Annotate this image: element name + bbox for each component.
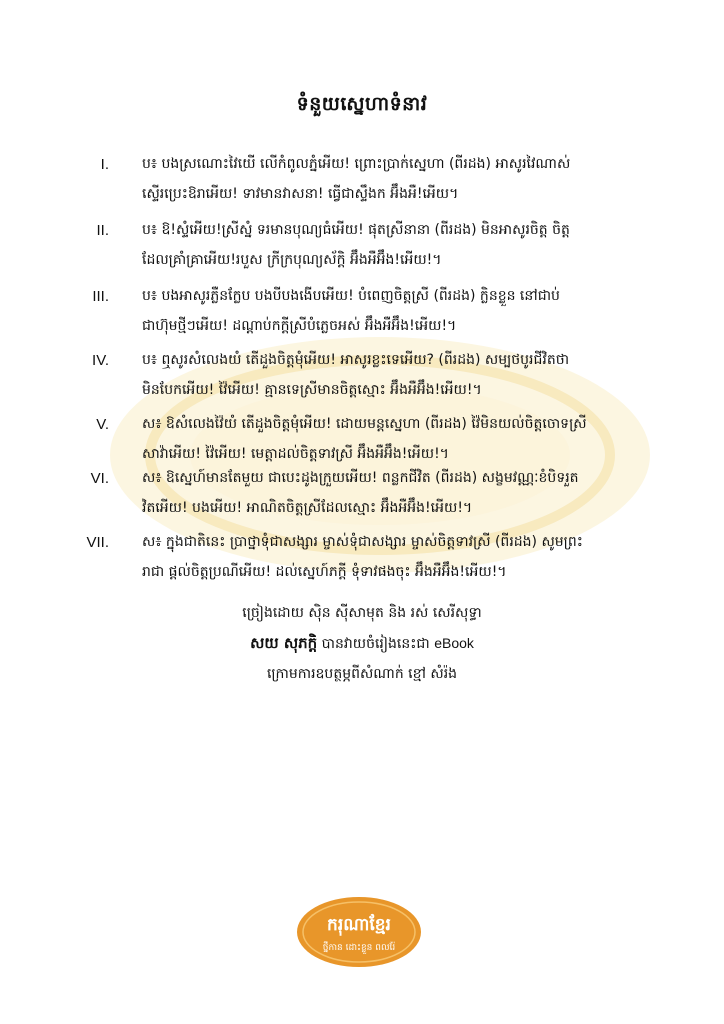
singer-credit: ច្រៀងដោយ ស៊ិន ស៊ីសាមុត និង រស់ សេរីសុទ្ធា (242, 605, 482, 621)
karuna-khmer-logo (296, 896, 422, 968)
logo-sub-text: ថ្នឹកាន ដោះខ្លួន ពលរ៉ែ (322, 943, 396, 953)
verse-line: ប៖ ឱ!ស្ទំអើយ!ស្រីស្នំ ទរមានបុណ្យធំអើយ! ផុតស្រីនានា (ពីរដង) មិនអាសូរចិត្ត ចិត្ត (142, 222, 570, 238)
verse-number: III. (92, 288, 109, 305)
verse-line: ស៖ ឱសំលេងវ៉ៃយំ តើដួងចិត្តមុំអើយ! ដោយមន្តស្នេហា (ពីរដង) វ៉ៃមិនយល់ចិត្តចោទស្រី (142, 416, 587, 432)
verse-number: II. (96, 222, 109, 239)
verse-line: ប៖ ឮសូរសំលេងយំ តើដួងចិត្តមុំអើយ! អាសូរខ្លះទេអើយ? (ពីរដង) សម្បថបូរជីវិតថា (142, 352, 570, 368)
sponsor-credit: ក្រោមការឧបត្ថម្ភពីសំណាក់ ខ្មៅ សំរ៉ង (266, 666, 458, 682)
verse-line: មិនបែកអើយ! វ៉ៃអើយ! គ្មានទេស្រីមានចិត្តស្មោះ អ៊ឹងអឺអ៊ឹង!អើយ!។ (142, 382, 482, 398)
verse-number: VI. (90, 470, 109, 487)
verse-line: រាជា ផ្តល់ចិត្តប្រណីអើយ! ដល់ស្នេហ៍ភក្តី ទុំទាវផងចុះ អ៊ឹងអឺអ៊ឹង!អើយ!។ (142, 564, 507, 580)
logo-main-text: ករុណាខ្មែរ (327, 915, 391, 935)
verse-line: ជាហ៊ុមថ្មីៗអើយ! ដណ្តាប់កក្តីស្រីបំភ្លេចអស់ អ៊ឹងអឺអ៊ឹង!អើយ!។ (142, 318, 457, 334)
verse-number: IV. (92, 352, 109, 369)
verse-line: ប៖ បងអាសូរភ្លឺនក្លែប បងបីបងងើបអើយ! បំពេញចិត្តស្រី (ពីរដង) ក្លិនខ្លួន នៅជាប់ (142, 288, 560, 304)
verse-number: VII. (86, 534, 109, 551)
verse-line: សាវ៉ាអើយ! វ៉ៃអើយ! មេត្តាដល់ចិត្តទាវស្រី អ៊ឹងអឺអ៊ឹង!អើយ!។ (142, 446, 449, 462)
verse-line: ដែលគ្រាំគ្រាអើយ!របួស ក្រីក្របុណ្យស័ក្តិ អ៊ឹងអឺអ៊ឹង!អើយ!។ (142, 252, 442, 268)
ebook-label: eBook (434, 635, 474, 651)
verse-line: ប៖ បងស្រណោះវៃយើ លើកំពូលភ្នំអើយ! ព្រោះប្រាក់ស្នេហា (ពីរដង) អាសូរវៃណាស់ (142, 156, 571, 172)
typist-text: បានវាយចំរៀងនេះជា (321, 636, 430, 652)
verse-line: ស៖ ក្នុងជាតិនេះ ប្រាថ្នាទុំជាសង្សារ ម្ចាស់ទុំជាសង្សារ ម្ចាស់ចិត្តទាវស្រី (ពីរដង) សូមព្រះ (142, 534, 583, 550)
verse-line: ស៖ ឱស្នេហ៍មានតែមួយ ជាបេះដូងក្រួយអើយ! ពន្លកជីវិត (ពីរដង) សង្ខមវណ្ណៈខំបិទរួត (142, 470, 579, 486)
credits (0, 598, 724, 689)
song-title: ទំនួយស្នេហាទំនាវ (296, 93, 428, 115)
typist-credit (0, 628, 724, 659)
typist-name: សយ សុភក្តិ (250, 634, 318, 652)
verse-number: I. (100, 156, 109, 173)
verse-line: ស្ទើរប្រេះឱរាអើយ! ទាវមានវាសនា! ធ្វើជាស្ទឹងក អ៊ឹងអឺ!អើយ។ (142, 186, 459, 202)
verse-line: វិតអើយ! បងអើយ! អាណិតចិត្តស្រីដែលស្មោះ អ៊ឹងអឺអ៊ឹង!អើយ!។ (142, 500, 473, 516)
verse-number: V. (96, 416, 109, 433)
